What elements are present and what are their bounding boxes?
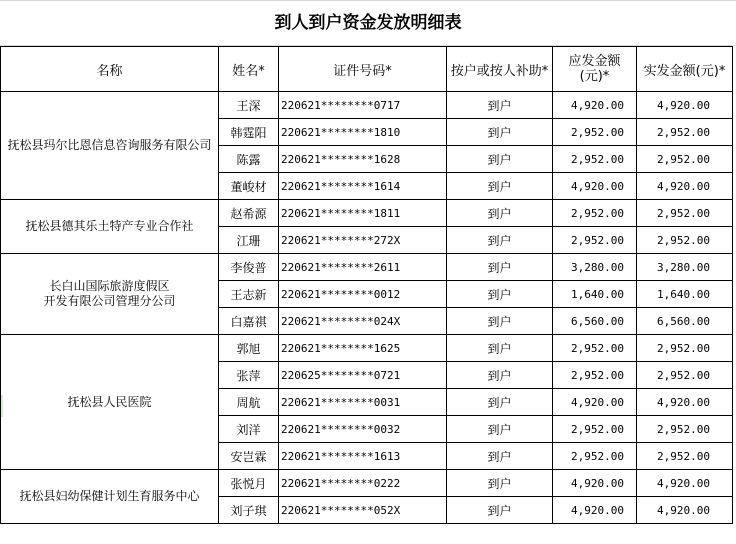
header-mode[interactable]: 按户或按人补助*	[447, 47, 553, 92]
person-cell[interactable]: 陈露	[219, 146, 279, 173]
paid-amount-cell[interactable]: 2,952.00	[637, 227, 733, 254]
table-row	[1, 335, 733, 362]
due-amount-cell[interactable]: 2,952.00	[553, 200, 637, 227]
org-name-cell[interactable]: 抚松县人民医院	[1, 335, 219, 470]
person-cell[interactable]: 刘洋	[219, 416, 279, 443]
due-amount-cell[interactable]: 4,920.00	[553, 173, 637, 200]
mode-cell[interactable]: 到户	[447, 200, 553, 227]
person-cell[interactable]: 王深	[219, 92, 279, 119]
paid-amount-cell[interactable]: 4,920.00	[637, 470, 733, 497]
person-cell[interactable]: 白嘉祺	[219, 308, 279, 335]
paid-amount-cell[interactable]: 2,952.00	[637, 119, 733, 146]
allocation-table	[0, 46, 733, 524]
table-row	[1, 254, 733, 281]
paid-amount-cell[interactable]: 4,920.00	[637, 92, 733, 119]
due-amount-cell[interactable]: 2,952.00	[553, 335, 637, 362]
person-cell[interactable]: 安岂霖	[219, 443, 279, 470]
due-amount-cell[interactable]: 6,560.00	[553, 308, 637, 335]
table-row	[1, 92, 733, 119]
due-amount-cell[interactable]: 4,920.00	[553, 92, 637, 119]
due-amount-cell[interactable]: 2,952.00	[553, 227, 637, 254]
due-amount-cell[interactable]: 4,920.00	[553, 497, 637, 524]
person-cell[interactable]: 江珊	[219, 227, 279, 254]
header-due-line2: (元)*	[579, 69, 610, 84]
person-cell[interactable]: 周航	[219, 389, 279, 416]
mode-cell[interactable]: 到户	[447, 173, 553, 200]
org-name-cell[interactable]	[1, 254, 219, 335]
paid-amount-cell[interactable]: 4,920.00	[637, 173, 733, 200]
person-cell[interactable]: 张萍	[219, 362, 279, 389]
id-number-cell[interactable]: 220621********1625	[279, 335, 447, 362]
org-name-line2: 开发有限公司管理分公司	[43, 294, 176, 308]
table-row	[1, 470, 733, 497]
due-amount-cell[interactable]: 2,952.00	[553, 146, 637, 173]
due-amount-cell[interactable]: 4,920.00	[553, 389, 637, 416]
id-number-cell[interactable]: 220621********0031	[279, 389, 447, 416]
gridline-top	[0, 0, 736, 1]
paid-amount-cell[interactable]: 1,640.00	[637, 281, 733, 308]
table-row	[1, 200, 733, 227]
mode-cell[interactable]: 到户	[447, 281, 553, 308]
header-row	[1, 47, 733, 92]
paid-amount-cell[interactable]: 2,952.00	[637, 200, 733, 227]
id-number-cell[interactable]: 220621********0717	[279, 92, 447, 119]
mode-cell[interactable]: 到户	[447, 416, 553, 443]
person-cell[interactable]: 董峻材	[219, 173, 279, 200]
paid-amount-cell[interactable]: 2,952.00	[637, 362, 733, 389]
org-name-cell[interactable]: 抚松县德其乐土特产专业合作社	[1, 200, 219, 254]
mode-cell[interactable]: 到户	[447, 308, 553, 335]
due-amount-cell[interactable]: 2,952.00	[553, 416, 637, 443]
mode-cell[interactable]: 到户	[447, 227, 553, 254]
mode-cell[interactable]: 到户	[447, 119, 553, 146]
id-number-cell[interactable]: 220621********1614	[279, 173, 447, 200]
mode-cell[interactable]: 到户	[447, 470, 553, 497]
due-amount-cell[interactable]: 1,640.00	[553, 281, 637, 308]
person-cell[interactable]: 赵希源	[219, 200, 279, 227]
header-paid[interactable]: 实发金额(元)*	[637, 47, 733, 92]
mode-cell[interactable]: 到户	[447, 443, 553, 470]
id-number-cell[interactable]: 220621********052X	[279, 497, 447, 524]
paid-amount-cell[interactable]: 3,280.00	[637, 254, 733, 281]
header-due-line1: 应发金额	[568, 54, 621, 69]
due-amount-cell[interactable]: 3,280.00	[553, 254, 637, 281]
paid-amount-cell[interactable]: 4,920.00	[637, 497, 733, 524]
org-name-cell[interactable]: 抚松县妇幼保健计划生育服务中心	[1, 470, 219, 524]
id-number-cell[interactable]: 220621********0032	[279, 416, 447, 443]
sheet-title: 到人到户资金发放明细表	[274, 13, 462, 33]
mode-cell[interactable]: 到户	[447, 146, 553, 173]
id-number-cell[interactable]: 220621********1810	[279, 119, 447, 146]
person-cell[interactable]: 李俊普	[219, 254, 279, 281]
paid-amount-cell[interactable]: 2,952.00	[637, 443, 733, 470]
id-number-cell[interactable]: 220621********0222	[279, 470, 447, 497]
id-number-cell[interactable]: 220621********272X	[279, 227, 447, 254]
paid-amount-cell[interactable]: 4,920.00	[637, 389, 733, 416]
org-name-line1: 长白山国际旅游度假区	[49, 279, 170, 293]
due-amount-cell[interactable]: 2,952.00	[553, 362, 637, 389]
id-number-cell[interactable]: 220621********1811	[279, 200, 447, 227]
due-amount-cell[interactable]: 2,952.00	[553, 119, 637, 146]
id-number-cell[interactable]: 220621********1613	[279, 443, 447, 470]
person-cell[interactable]: 韩霆阳	[219, 119, 279, 146]
header-id[interactable]: 证件号码*	[279, 47, 447, 92]
header-name[interactable]: 名称	[1, 47, 219, 92]
person-cell[interactable]: 刘子琪	[219, 497, 279, 524]
org-name-cell[interactable]: 抚松县玛尔比恩信息咨询服务有限公司	[1, 92, 219, 200]
mode-cell[interactable]: 到户	[447, 254, 553, 281]
id-number-cell[interactable]: 220621********024X	[279, 308, 447, 335]
mode-cell[interactable]: 到户	[447, 389, 553, 416]
due-amount-cell[interactable]: 2,952.00	[553, 443, 637, 470]
id-number-cell[interactable]: 220621********1628	[279, 146, 447, 173]
paid-amount-cell[interactable]: 2,952.00	[637, 146, 733, 173]
paid-amount-cell[interactable]: 6,560.00	[637, 308, 733, 335]
person-cell[interactable]: 张悦月	[219, 470, 279, 497]
paid-amount-cell[interactable]: 2,952.00	[637, 335, 733, 362]
mode-cell[interactable]: 到户	[447, 335, 553, 362]
paid-amount-cell[interactable]: 2,952.00	[637, 416, 733, 443]
id-number-cell[interactable]: 220625********0721	[279, 362, 447, 389]
id-number-cell[interactable]: 220621********0012	[279, 281, 447, 308]
header-due[interactable]	[553, 47, 637, 92]
mode-cell[interactable]: 到户	[447, 362, 553, 389]
header-person[interactable]: 姓名*	[219, 47, 279, 92]
id-number-cell[interactable]: 220621********2611	[279, 254, 447, 281]
person-cell[interactable]: 王志新	[219, 281, 279, 308]
due-amount-cell[interactable]: 4,920.00	[553, 470, 637, 497]
mode-cell[interactable]: 到户	[447, 92, 553, 119]
person-cell[interactable]: 郭旭	[219, 335, 279, 362]
mode-cell[interactable]: 到户	[447, 497, 553, 524]
